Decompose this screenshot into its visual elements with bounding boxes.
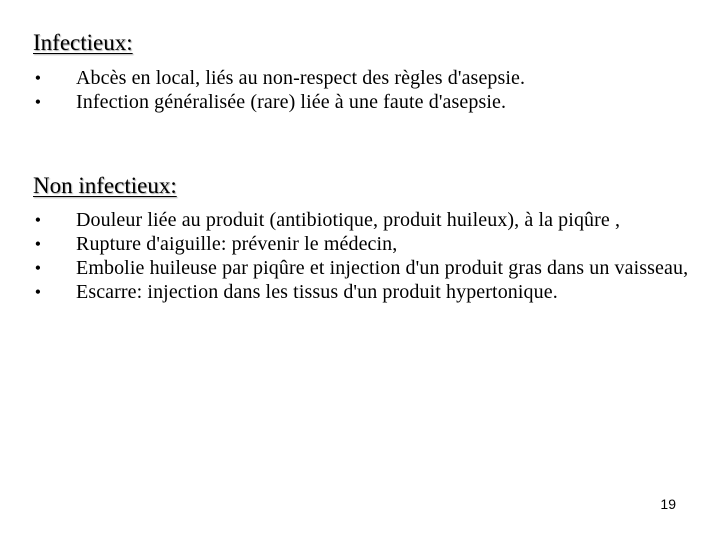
bullet: • [34,92,42,112]
list-item [0,90,720,114]
list-item [0,280,720,304]
infectious-complications-list [0,66,720,114]
bullet: • [34,68,42,88]
page-number: 19 [660,496,676,512]
list-item-text: Embolie huileuse par piqûre et injection d'un produit gras dans un vaisseau, [76,257,689,279]
non-infectious-complications-list [0,208,720,304]
section-heading-non-infectieux: Non infectieux: [33,173,177,198]
list-item-text: Douleur liée au produit (antibiotique, produit huileux), à la piqûre , [76,209,621,231]
list-item-text: Abcès en local, liés au non-respect des règles d'asepsie. [76,67,526,89]
list-item-text: Rupture d'aiguille: prévenir le médecin, [76,233,398,255]
list-item-text: Escarre: injection dans les tissus d'un produit hypertonique. [76,281,558,303]
bullet: • [34,210,42,230]
list-item [0,232,720,256]
list-item-text: Infection généralisée (rare) liée à une faute d'asepsie. [76,91,507,113]
list-item [0,256,720,280]
bullet: • [34,234,42,254]
list-item [0,66,720,90]
bullet: • [34,282,42,302]
list-item [0,208,720,232]
section-heading-infectieux: Infectieux: [33,30,133,55]
bullet: • [34,258,42,278]
